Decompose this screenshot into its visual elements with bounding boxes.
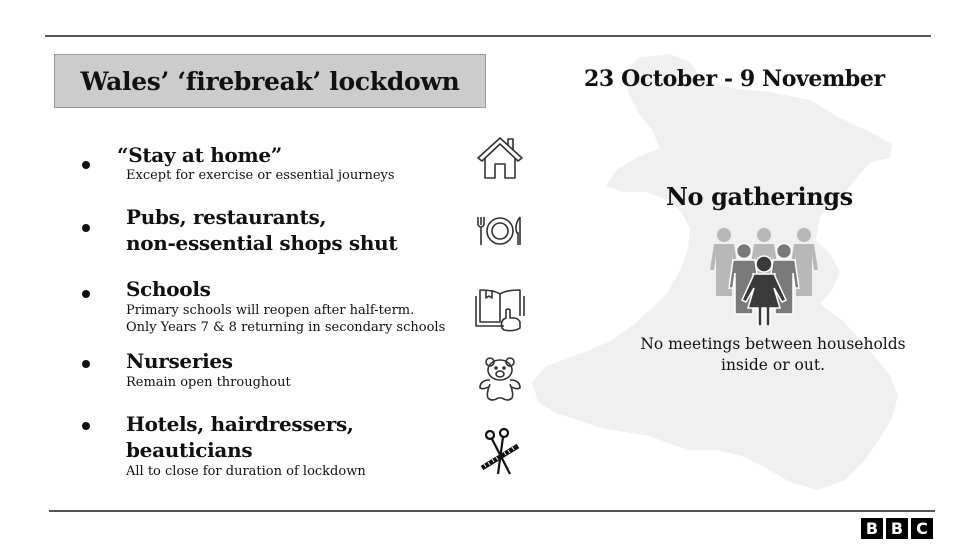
bottom-divider: [49, 510, 935, 512]
item-heading-stay-at-home: “Stay at home”: [117, 143, 282, 167]
item-subtext: Primary schools will reopen after half-term.: [126, 303, 415, 318]
logo-letter: B: [861, 518, 883, 539]
item-subtext: Remain open throughout: [126, 375, 291, 390]
item-heading-pubs-line2: non-essential shops shut: [126, 231, 398, 255]
bbc-logo: [861, 518, 933, 539]
bullet-point: [82, 422, 90, 430]
item-heading-pubs: Pubs, restaurants,: [126, 205, 327, 229]
no-meetings-line-1: No meetings between households: [640, 335, 906, 353]
bullet-point: [82, 224, 90, 232]
item-subtext: Except for exercise or essential journeys: [126, 168, 395, 183]
top-divider: [45, 35, 931, 37]
item-subtext: All to close for duration of lockdown: [126, 464, 366, 479]
date-range: 23 October - 9 November: [584, 66, 885, 92]
item-heading-schools: Schools: [126, 277, 211, 301]
no-meetings-text: [618, 334, 928, 376]
page-title: Wales’ ‘firebreak’ lockdown: [54, 54, 486, 108]
teddy-bear-icon: [474, 356, 526, 404]
logo-letter: B: [886, 518, 908, 539]
no-meetings-line-2: inside or out.: [720, 356, 825, 374]
house-icon: [474, 134, 526, 182]
cutlery-plate-icon: [474, 207, 526, 255]
item-heading-hotels: Hotels, hairdressers,: [126, 412, 354, 436]
logo-letter: C: [911, 518, 933, 539]
no-gatherings-heading: No gatherings: [666, 182, 853, 211]
group-of-people-icon: [708, 226, 820, 326]
item-subtext: Only Years 7 & 8 returning in secondary schools: [126, 320, 446, 335]
item-heading-nurseries: Nurseries: [126, 349, 233, 373]
bullet-point: [82, 161, 90, 169]
bullet-point: [82, 360, 90, 368]
item-heading-hotels-line2: beauticians: [126, 438, 253, 462]
book-hand-icon: [474, 286, 526, 334]
scissors-comb-icon: [474, 428, 526, 476]
bullet-point: [82, 290, 90, 298]
